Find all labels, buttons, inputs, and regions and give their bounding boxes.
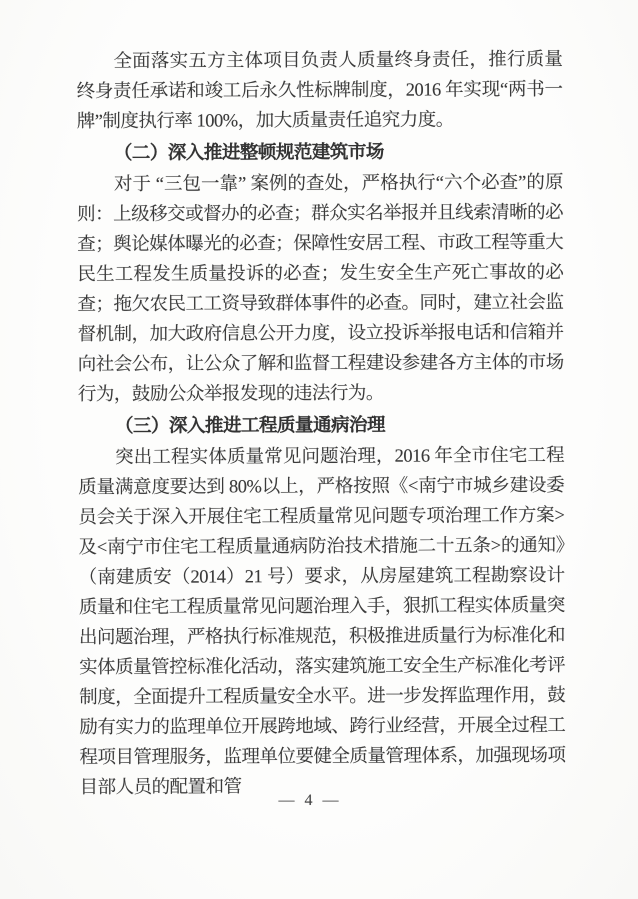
section-heading-2-regulate-construction-market: （二）深入推进整顿规范建筑市场 — [113, 142, 384, 164]
section-heading-3-quality-defect-treatment: （三）深入推进工程质量通病治理 — [114, 415, 386, 437]
paragraph-common-quality-problem-treatment: 突出工程实体质量常见问题治理，2016 年全市住宅工程质量满意度要达到 80%以上，严格按照《<南宁市城乡建设委员会关于深入开展住宅工程质量常见问题专项治理工作方案>及<南宁市住宅工程质量通病防治技术措施二十五条>的通知》（南建质安（2014）21 号）要求，从房屋建筑工程勘察设计质量和住宅工程质量常见问题治理入手，狠抓工程实体质量突出问题治理，严格执行标准规范，积极推进质量行为标准化和实体质量管控标准化活动，落实建筑施工安全生产标准化考评制度，全面提升工程质量安全水平。进一步发挥监理作用，鼓励有实力的监理单位开展跨地域、跨行业经营，开展全过程工程项目管理服务，监理单位要健全质量管理体系，加强现场项目部人员的配置和管 — [78, 445, 566, 799]
paragraph-quality-lifetime-responsibility: 全面落实五方主体项目负责人质量终身责任，推行质量终身责任承诺和竣工后永久性标牌制度，2016 年实现“两书一牌”制度执行率 100%，加大质量责任追究力度。 — [76, 49, 563, 133]
document-text-block — [76, 45, 565, 803]
paragraph-six-must-inspect-principles: 对于 “三包一靠” 案例的查处，严格执行“六个必查”的原则：上级移交或督办的必查；群众实名举报并且线索清晰的必查；舆论媒体曝光的必查；保障性安居工程、市政工程等重大民生工程发生质量投诉的必查；发生安全生产死亡事故的必查；拖欠农民工工资导致群体事件的必查。同时，建立社会监督机制，加大政府信息公开力度，设立投诉举报电话和信箱并向社会公布，让公众了解和监督工程建设参建各方主体的市场行为，鼓励公众举报发现的违法行为。 — [77, 172, 564, 406]
page-number: — 4 — — [278, 792, 342, 809]
